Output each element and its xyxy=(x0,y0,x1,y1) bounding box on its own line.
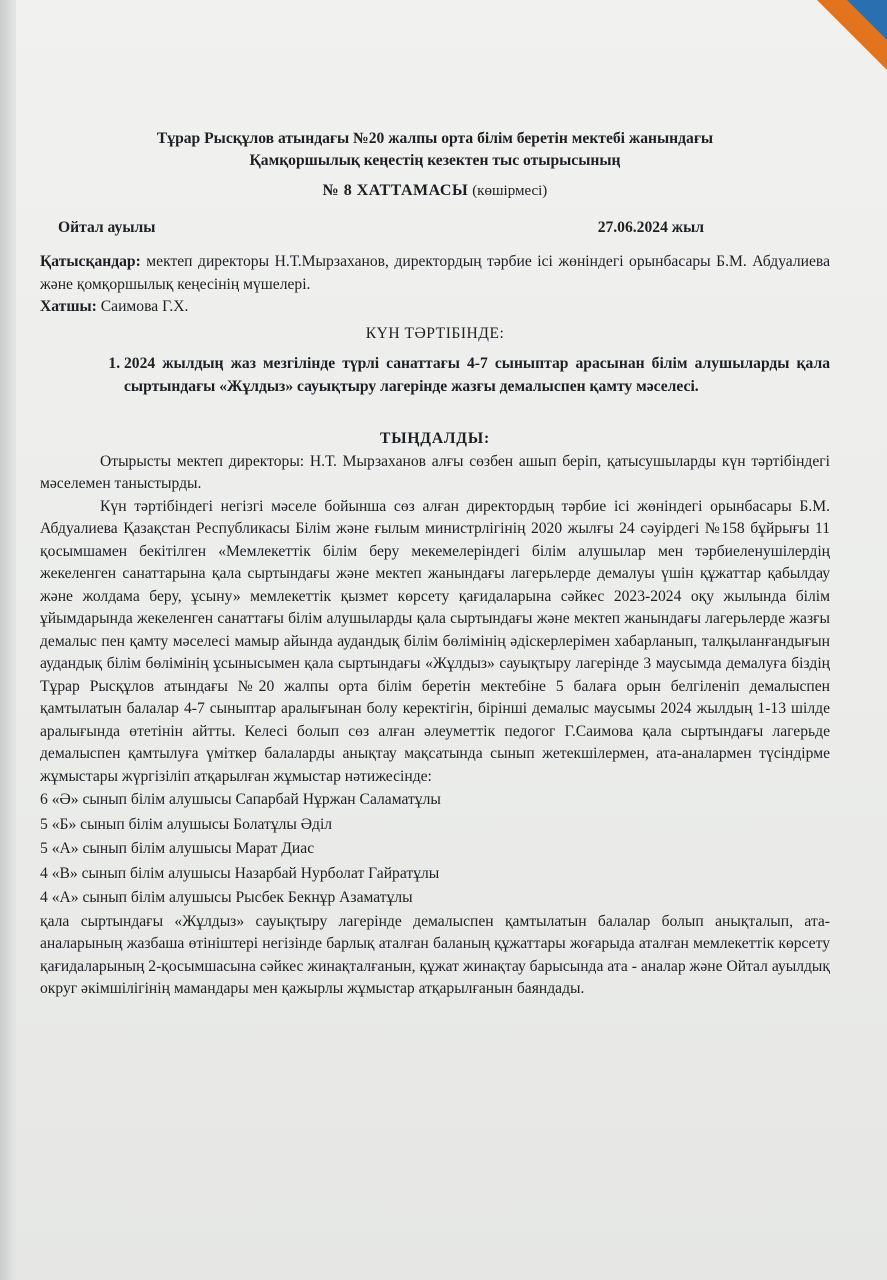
secretary xyxy=(40,296,830,319)
participants-text: мектеп директоры Н.Т.Мырзаханов, директордың тәрбие ісі жөніндегі орынбасары Б.М. Абдуалиева және қомқоршылық кеңесінің мүшелері. xyxy=(40,253,830,293)
student-list xyxy=(40,788,830,911)
header-line-2: Қамқоршылық кеңестің кезектен тыс отырысының xyxy=(249,152,621,169)
secretary-text: Саимова Г.Х. xyxy=(96,298,189,315)
agenda-list xyxy=(40,353,830,398)
student-item: 5 «Б» сынып білім алушысы Болатұлы Әділ xyxy=(40,815,333,833)
paragraph-main: Күн тәртібіндегі негізгі мәселе бойынша сөз алған директордың тәрбие ісі жөніндегі орынбасары Б.М. Абдуалиева Қазақстан Республикасы Білім және ғылым министрлігінің 2020 жылғы 24 сәуірдегі №158 бұйрығы 11 қосымшамен бекітілген «Мемлекеттік білім беру мекемелеріндегі білім алушылар мен тәрбиеленушілердің жекеленген санаттарына қала сыртындағы және мектеп жанындағы лагерьлерде демалуы үшін құжаттар қабылдау және жолдама беру, ұсыну» мемлекеттік қызмет көрсету қағидаларына сәйкес 2023-2024 оқу жылында білім ұйымдарында жекеленген санаттағы білім алушыларды қала сыртындағы және мектеп жанындағы лагерьлерде жазғы демалыс пен қамту мәселесі мамыр айында аудандық білім бөлімінің әдіскерлерімен хабарланып, талқыланғандығын аудандық білім бөлімінің ұсынысымен қала сыртындағы «Жұлдыз» сауықтыру лагерінде 3 маусымда демалуға біздің Тұрар Рысқұлов атындағы №20 жалпы орта білім беретін мектебіне 5 балаға орын белгіленіп демалыспен қамтылатын балалар 4-7 сыныптар аралығынан болу керектігін, бірінші демалыс маусымы 2024 жылдың 1-13 шілде аралығында өтетінін айтты. Келесі болып сөз алған әлеуметтік педогог Г.Саимова қала сыртындағы лагерьде демалыспен қамтылуға үміткер балаларды анықтау мақсатында сынып жетекшілермен, ата-аналармен түсіндірме жұмыстары жүргізіліп атқарылған жұмыстар нәтижесінде: xyxy=(40,497,830,785)
listened-heading: ТЫҢДАЛДЫ: xyxy=(380,430,490,447)
participants xyxy=(40,251,830,296)
student-item: 4 «А» сынып білім алушысы Рысбек Бекнұр Азаматұлы xyxy=(40,889,413,906)
protocol-title xyxy=(40,180,830,203)
protocol-note: (көшірмесі) xyxy=(472,183,548,199)
student-item: 5 «А» сынып білім алушысы Марат Диас xyxy=(40,840,315,857)
participants-label: Қатысқандар: xyxy=(40,253,141,270)
agenda-heading: КҮН ТӘРТІБІНДЕ: xyxy=(365,324,505,342)
paragraph-opening: Отырысты мектеп директоры: Н.Т. Мырзаханов алғы сөзбен ашып беріп, қатысушыларды күн тәртібіндегі мәселемен таныстырды. xyxy=(40,452,830,492)
student-item: 4 «В» сынып білім алушысы Назарбай Нурболат Гайратұлы xyxy=(40,864,440,882)
document-page xyxy=(40,128,830,1001)
date: 27.06.2024 жыл xyxy=(597,218,704,236)
secretary-label: Хатшы: xyxy=(40,298,97,315)
protocol-number: № 8 ХАТТАМАСЫ xyxy=(322,182,469,199)
student-item: 6 «Ә» сынып білім алушысы Сапарбай Нұржан Саламатұлы xyxy=(40,791,441,808)
header-line-1: Тұрар Рысқұлов атындағы №20 жалпы орта білім беретін мектебі жанындағы xyxy=(156,130,714,147)
paragraph-conclusion: қала сыртындағы «Жұлдыз» сауықтыру лагерінде демалыспен қамтылатын балалар болып анықталып, ата-аналарының жазбаша өтініштері негізінде барлық аталған баланың құжаттары жоғарыда аталған мемлекеттік көрсету қағидаларының 2-қосымшасына сәйкес жинақталғанын, құжат жинақтау барысында ата - аналар және Ойтал ауылдық округ әкімшілігінің мамандары мен қажырлы жұмыстар атқарылғанын баяндады. xyxy=(40,912,830,997)
agenda-item: 1. 2024 жылдың жаз мезгілінде түрлі санаттағы 4-7 сыныптар арасынан білім алушыларды қала сыртындағы «Жұлдыз» сауықтыру лагерінде жазғы демалыспен қамту мәселесі. xyxy=(124,353,830,398)
place: Ойтал ауылы xyxy=(58,218,156,236)
corner-binder-decoration-blue xyxy=(847,0,887,40)
place-date-row xyxy=(40,217,830,240)
